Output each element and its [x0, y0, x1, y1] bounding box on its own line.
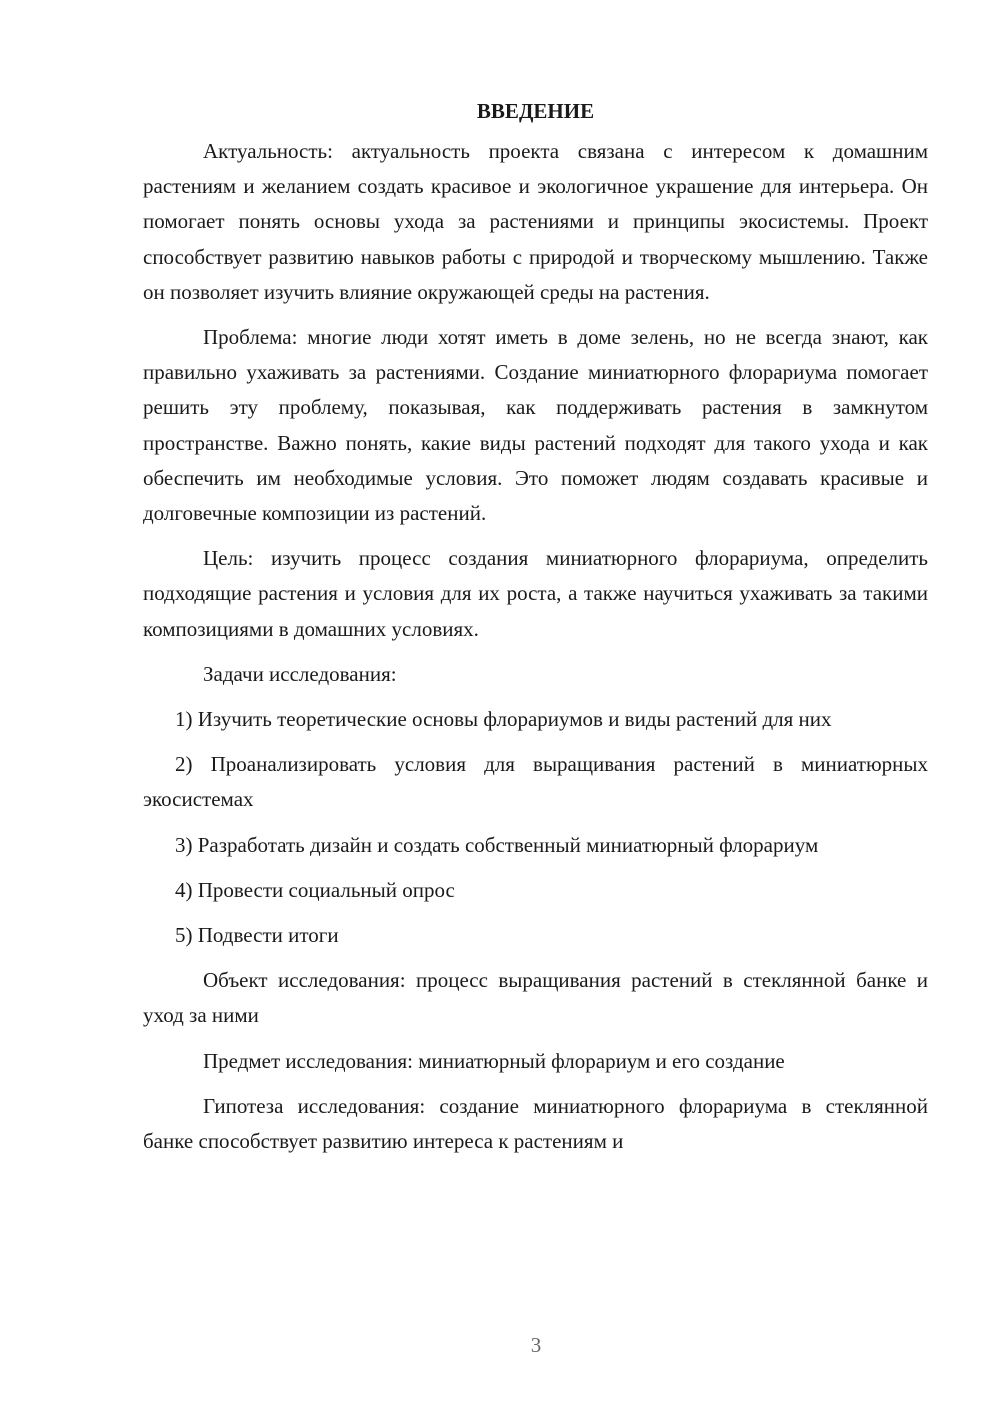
task-item-3: 3) Разработать дизайн и создать собственный миниатюрный флорариум: [175, 832, 819, 857]
document-page: [143, 96, 928, 1159]
task-item-1: 1) Изучить теоретические основы флорариумов и виды растений для них: [175, 707, 832, 732]
section-heading: ВВЕДЕНИЕ: [476, 99, 595, 123]
tasks-title: Задачи исследования:: [203, 661, 397, 686]
task-item-4: 4) Провести социальный опрос: [175, 877, 455, 902]
page-number: 3: [530, 1333, 542, 1357]
paragraph-object: Объект исследования: процесс выращивания растений в стеклянной банке и уход за ними: [143, 968, 928, 1028]
task-item-2: 2) Проанализировать условия для выращивания растений в миниатюрных экосистемах: [143, 752, 928, 812]
paragraph-goal: Цель: изучить процесс создания миниатюрного флорариума, определить подходящие растения и условия для их роста, а также научиться ухаживать за такими композициями в домашних условиях.: [143, 546, 928, 641]
paragraph-subject: Предмет исследования: миниатюрный флорариум и его создание: [203, 1048, 785, 1073]
paragraph-relevance: Актуальность: актуальность проекта связана с интересом к домашним растениям и желанием создать красивое и экологичное украшение для интерьера. Он помогает понять основы ухода за растениями и принципы экосистемы. Проект способствует развитию навыков работы с природой и творческому мышлению. Также он позволяет изучить влияние окружающей среды на растения.: [143, 139, 928, 304]
paragraph-hypothesis: Гипотеза исследования: создание миниатюрного флорариума в стеклянной банке способствует развитию интереса к растениям и: [143, 1093, 928, 1154]
paragraph-problem: Проблема: многие люди хотят иметь в доме зелень, но не всегда знают, как правильно ухаживать за растениями. Создание миниатюрного флорариума помогает решить эту проблему, показывая, как поддерживать растения в замкнутом пространстве. Важно понять, какие виды растений подходят для такого ухода и как обеспечить им необходимые условия. Это поможет людям создавать красивые и долговечные композиции из растений.: [143, 325, 928, 526]
task-item-5: 5) Подвести итоги: [175, 923, 339, 948]
